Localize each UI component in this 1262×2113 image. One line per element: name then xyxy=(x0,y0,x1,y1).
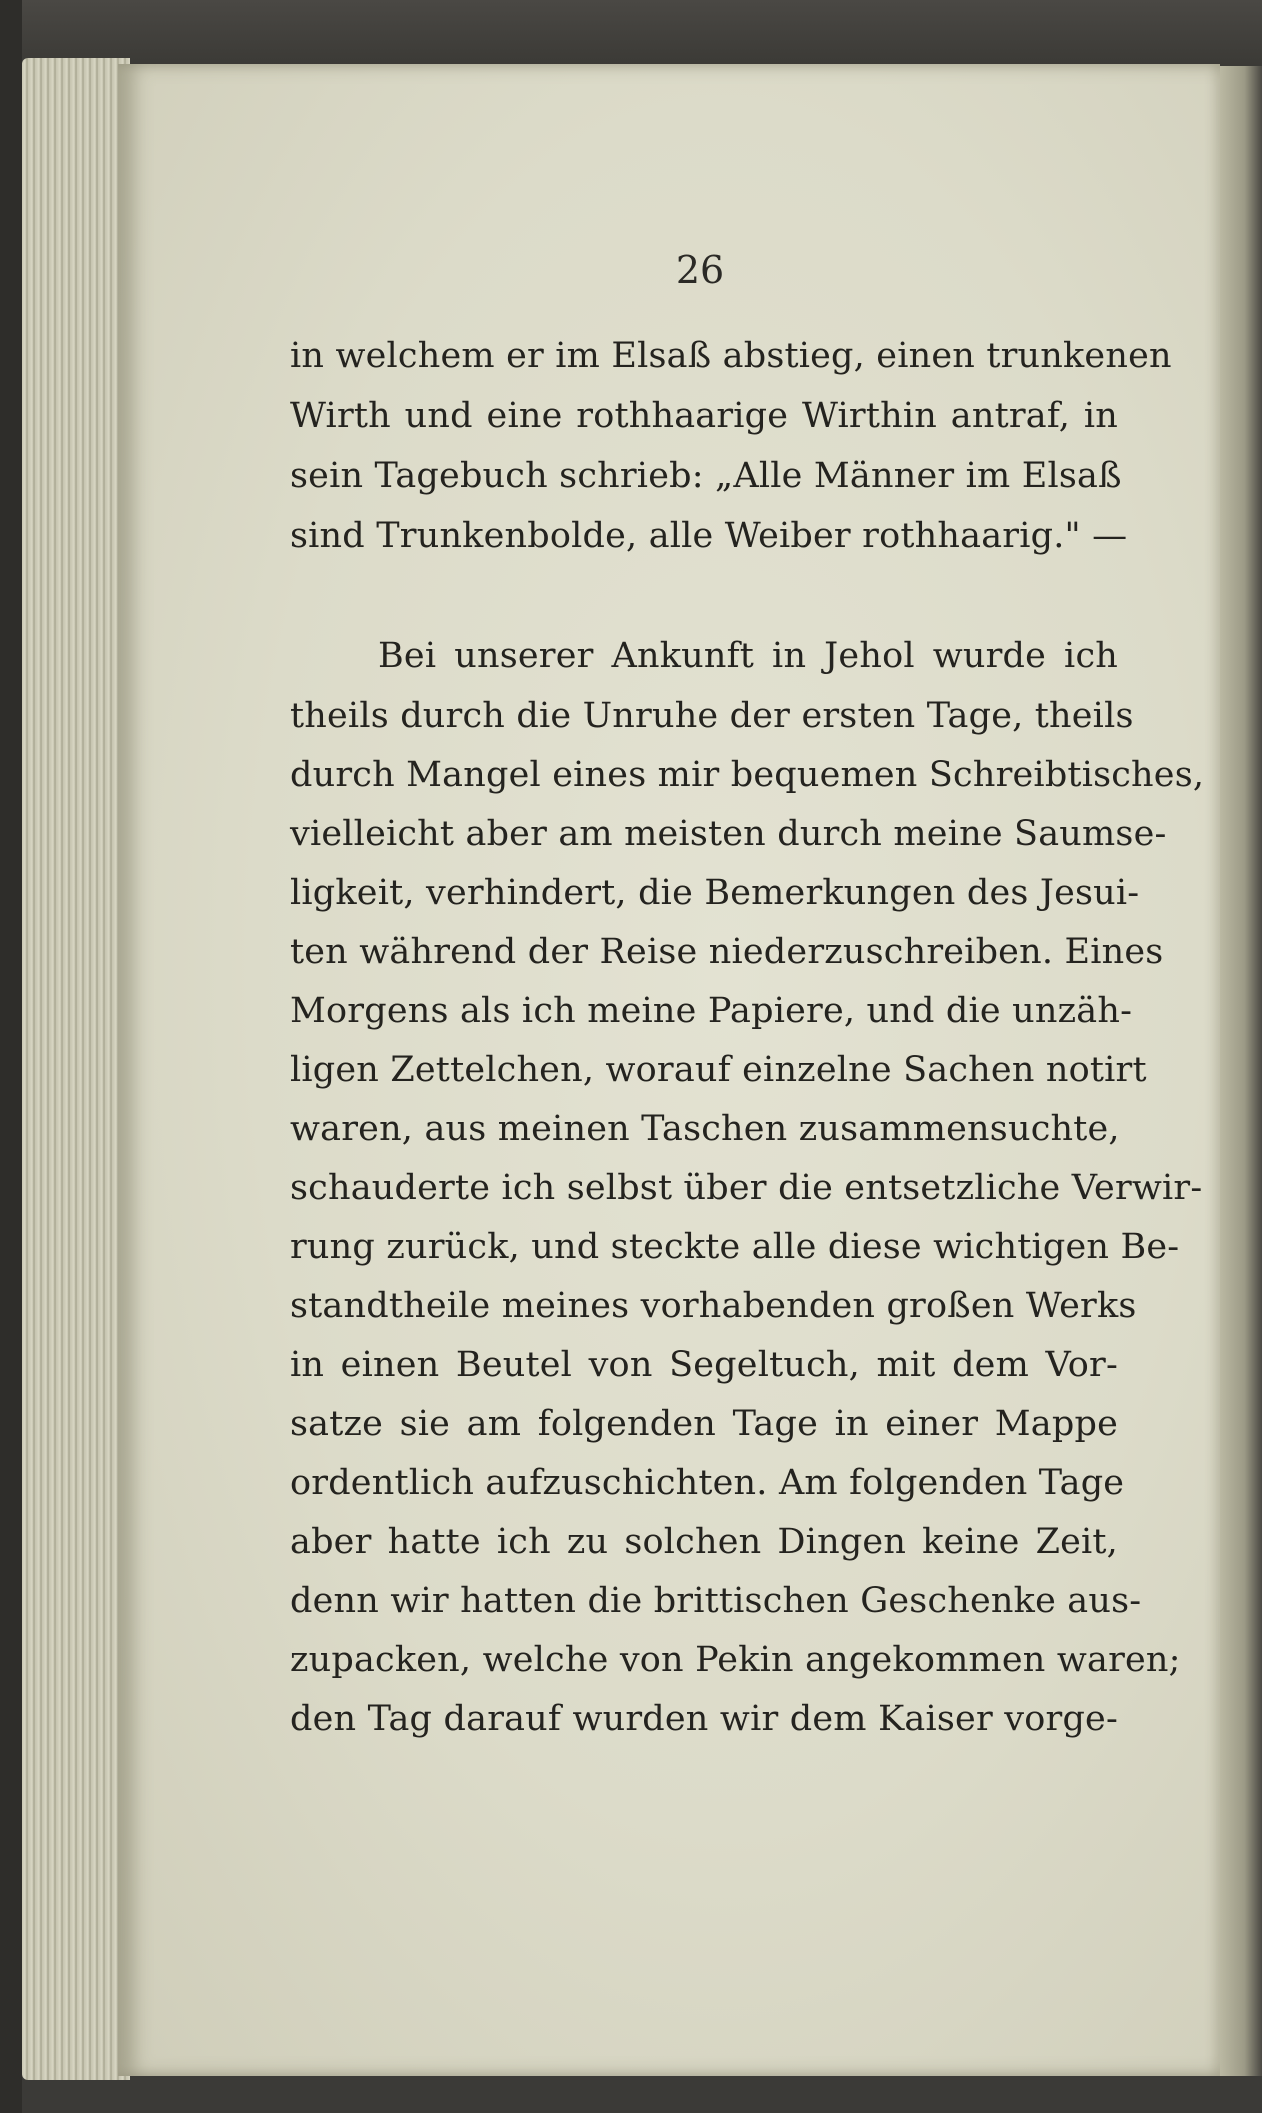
text-line: schauderte ich selbst über die entsetzliche Verwir- xyxy=(290,1168,1203,1208)
text-line: sind Trunkenbolde, alle Weiber rothhaarig." — xyxy=(290,516,1128,556)
text-line: satze sie am folgenden Tage in einer Mappe xyxy=(290,1404,1118,1444)
text-line: Bei unserer Ankunft in Jehol wurde ich xyxy=(378,636,1118,676)
text-line: zupacken, welche von Pekin angekommen waren; xyxy=(290,1640,1181,1680)
text-line: waren, aus meinen Taschen zusammensuchte, xyxy=(290,1109,1120,1149)
text-line: vielleicht aber am meisten durch meine Saumse- xyxy=(290,814,1167,854)
page-edge-right xyxy=(1218,66,1262,2076)
text-line: denn wir hatten die brittischen Geschenke aus- xyxy=(290,1581,1142,1621)
page-edges-left xyxy=(22,58,130,2080)
text-line: durch Mangel eines mir bequemen Schreibtisches, xyxy=(290,755,1205,795)
text-line: standtheile meines vorhabenden großen Werks xyxy=(290,1286,1137,1326)
text-line: sein Tagebuch schrieb: „Alle Männer im Elsaß xyxy=(290,456,1122,496)
book-cover-top xyxy=(0,0,1262,70)
text-line: den Tag darauf wurden wir dem Kaiser vorge- xyxy=(290,1699,1118,1739)
text-line: ligkeit, verhindert, die Bemerkungen des Jesui- xyxy=(290,873,1140,913)
text-line: theils durch die Unruhe der ersten Tage, theils xyxy=(290,696,1134,736)
text-line: ligen Zettelchen, worauf einzelne Sachen notirt xyxy=(290,1050,1147,1090)
text-line: in einen Beutel von Segeltuch, mit dem Vor- xyxy=(290,1345,1118,1385)
book-cover-left xyxy=(0,0,22,2113)
text-line: Wirth und eine rothhaarige Wirthin antraf, in xyxy=(290,396,1118,436)
text-line: aber hatte ich zu solchen Dingen keine Zeit, xyxy=(290,1522,1118,1562)
text-line: in welchem er im Elsaß abstieg, einen trunkenen xyxy=(290,336,1172,376)
text-line: rung zurück, und steckte alle diese wichtigen Be- xyxy=(290,1227,1180,1267)
page-number: 26 xyxy=(675,248,725,292)
text-line: ordentlich aufzuschichten. Am folgenden Tage xyxy=(290,1463,1125,1503)
text-line: ten während der Reise niederzuschreiben. Eines xyxy=(290,932,1164,972)
text-line: Morgens als ich meine Papiere, und die unzäh- xyxy=(290,991,1133,1031)
